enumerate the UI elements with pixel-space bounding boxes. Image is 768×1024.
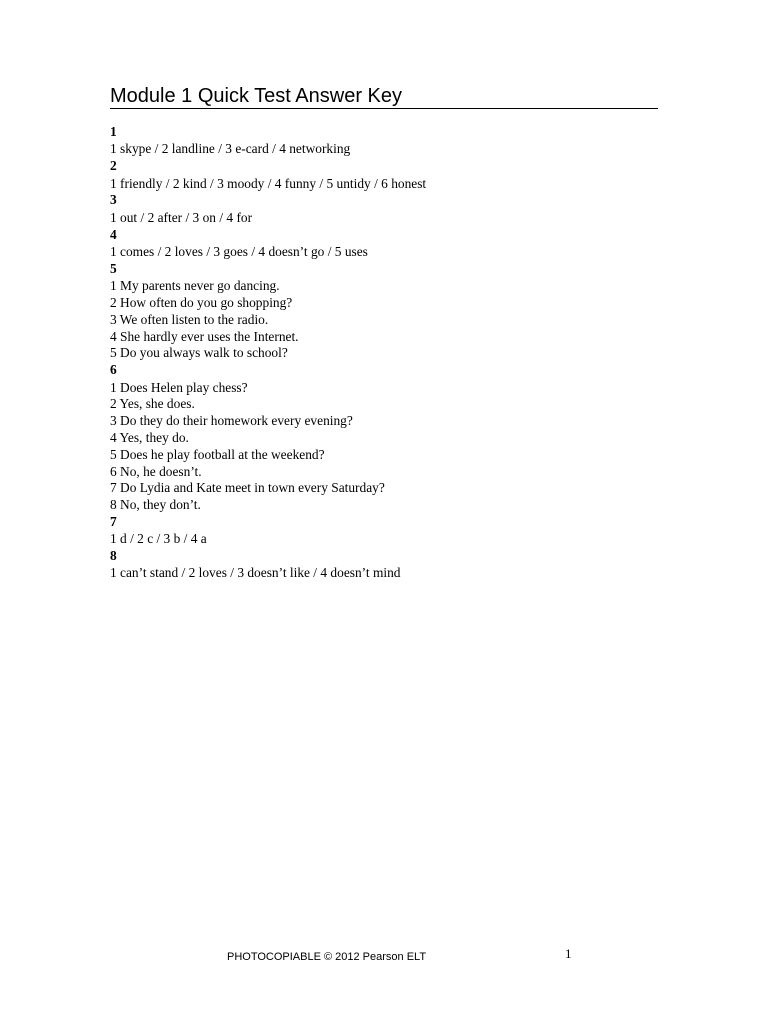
answer-line: 1 can’t stand / 2 loves / 3 doesn’t like / 4 doesn’t mind [110,565,401,581]
answer-line: 5 Does he play football at the weekend? [110,446,325,462]
answer-section [110,158,670,192]
answer-line: 8 No, they don’t. [110,497,201,513]
answer-line: 3 We often listen to the radio. [110,311,269,327]
answer-line: 1 My parents never go dancing. [110,278,280,294]
answer-section [110,124,670,158]
answer-line: 1 d / 2 c / 3 b / 4 a [110,531,207,547]
answer-section [110,192,670,226]
answer-section [110,548,670,582]
section-number: 5 [110,260,117,276]
answer-line: 1 skype / 2 landline / 3 e-card / 4 networking [110,141,351,157]
section-number: 6 [110,362,117,378]
section-number: 1 [110,124,117,139]
answer-line: 2 Yes, she does. [110,396,195,412]
section-number: 4 [110,226,117,242]
answer-line: 5 Do you always walk to school? [110,345,288,361]
answer-line: 3 Do they do their homework every evening? [110,413,353,429]
section-number: 8 [110,548,117,564]
answer-line: 4 Yes, they do. [110,429,189,445]
answer-section [110,362,670,514]
answer-line: 2 How often do you go shopping? [110,294,293,310]
answer-line: 1 out / 2 after / 3 on / 4 for [110,209,253,225]
page-number: 1 [565,946,572,961]
title-underline [110,108,658,109]
page-title: Module 1 Quick Test Answer Key [110,85,402,107]
answer-key-list [110,124,670,582]
answer-line: 1 comes / 2 loves / 3 goes / 4 doesn’t go / 5 uses [110,243,368,259]
answer-line: 1 friendly / 2 kind / 3 moody / 4 funny / 5 untidy / 6 honest [110,175,427,191]
section-number: 2 [110,158,117,174]
answer-line: 7 Do Lydia and Kate meet in town every Saturday? [110,480,385,496]
answer-section [110,514,670,548]
answer-section [110,227,670,261]
section-number: 7 [110,513,117,529]
answer-line: 6 No, he doesn’t. [110,463,202,479]
copyright-footer: PHOTOCOPIABLE © 2012 Pearson ELT [227,951,427,963]
section-number: 3 [110,192,117,208]
answer-section [110,261,670,362]
answer-line: 4 She hardly ever uses the Internet. [110,328,299,344]
answer-line: 1 Does Helen play chess? [110,379,248,395]
